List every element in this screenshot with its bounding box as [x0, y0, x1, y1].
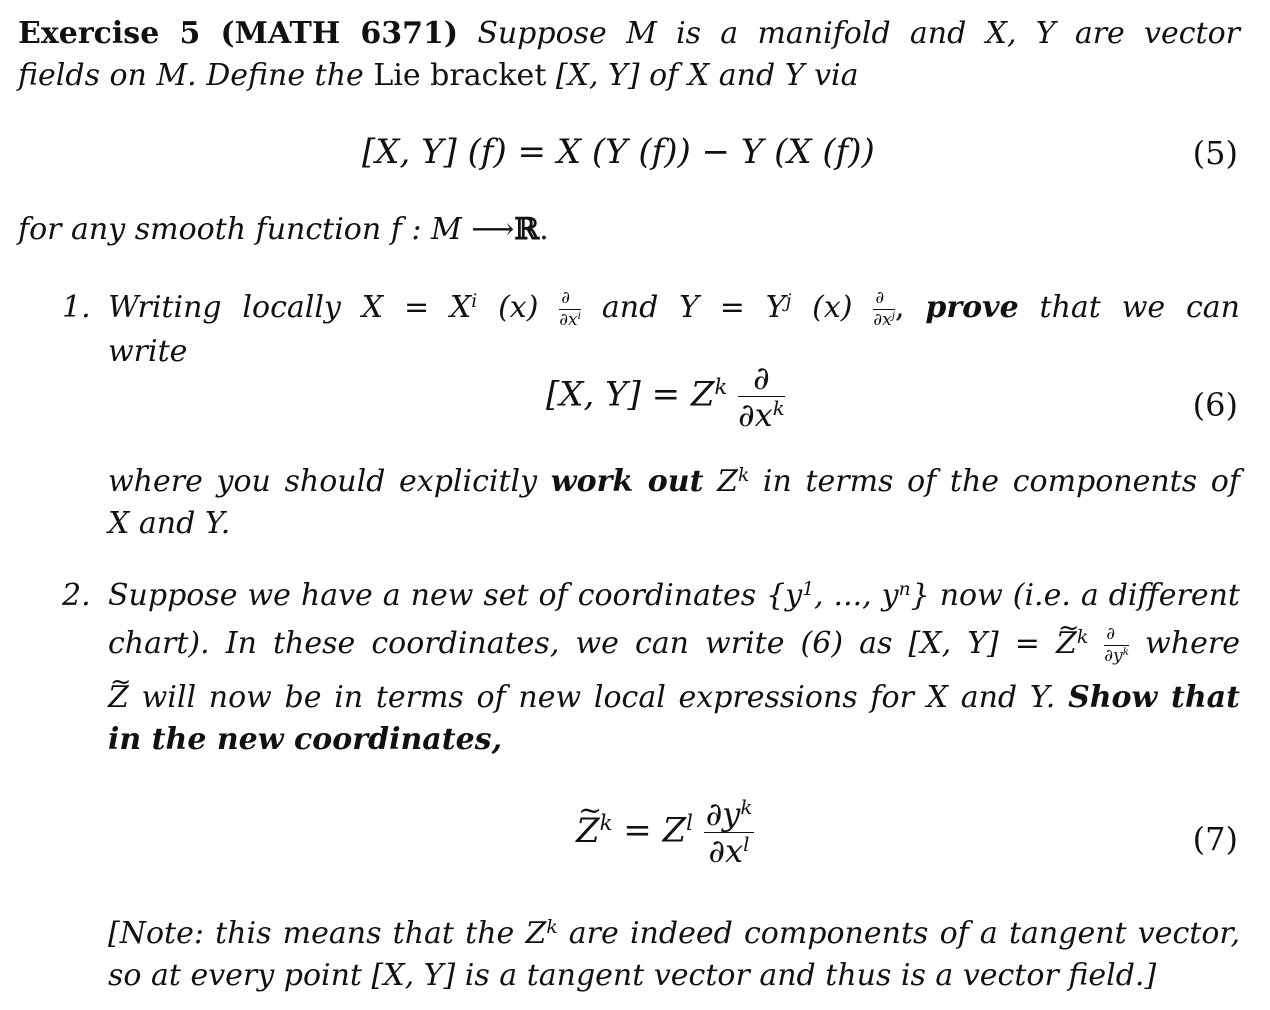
exercise-title: Exercise 5 (MATH 6371) [18, 16, 459, 51]
equation-number-5: (5) [1192, 134, 1238, 172]
intro-text: of [649, 58, 679, 93]
sup: k [772, 397, 785, 421]
math-part: (x) [498, 290, 539, 325]
math-M: M [626, 16, 657, 51]
sup: k [740, 796, 753, 820]
body-text: Suppose we have a new set of coordinates [108, 578, 757, 613]
sup: i [577, 309, 582, 322]
partial-xj [873, 287, 895, 330]
partial-yk [1104, 623, 1130, 666]
partial-yk-xl [704, 795, 755, 870]
math-part: {y [766, 578, 803, 613]
math-Zk [717, 464, 749, 499]
math-Ztilde: ~ Z [576, 811, 600, 851]
lie-bracket-term: Lie bracket [373, 58, 547, 93]
sup: n [898, 578, 911, 600]
sup: k [714, 373, 728, 399]
item-1-line-4 [108, 504, 1270, 544]
punct: , [895, 290, 905, 325]
bold-new-coords: in the new coordinates, [108, 722, 503, 757]
sup: k [1076, 626, 1089, 648]
math-reals: ℝ [514, 212, 540, 247]
sup: j [891, 309, 895, 322]
sup: k [546, 916, 558, 938]
math-part: Z [717, 464, 738, 499]
eq-rhs: = Z [623, 810, 687, 851]
math-map: f : M ⟶ [390, 212, 515, 247]
math-part: Z [525, 916, 547, 951]
math-part: , ..., y [814, 578, 899, 613]
math-part: } [910, 578, 930, 613]
partial-xi [559, 287, 582, 330]
math-part: X = X [361, 290, 472, 325]
body-text: so at every point [108, 958, 362, 993]
after-eq5-line [18, 210, 1240, 250]
intro-text: via [814, 58, 859, 93]
equation-5: [X, Y] (f) = X (Y (f)) − Y (X (f)) [362, 132, 875, 172]
body-text: where [1145, 626, 1241, 661]
frac-den: ∂x [708, 832, 744, 870]
intro-text: and [718, 58, 776, 93]
body-text: now (i.e. a different [939, 578, 1240, 613]
body-text: is a tangent vector and thus is a vector field.] [464, 958, 1157, 993]
note-line-2 [108, 956, 1270, 996]
partial-xj-wrap [873, 287, 905, 330]
item-1-line-3 [108, 462, 1240, 502]
body-text: are indeed components of a tangent vector, [568, 916, 1240, 951]
body-text: chart). In these coordinates, we can write (6) as [108, 626, 893, 661]
math-bracket: [X, Y] [371, 958, 456, 993]
math-X: X [687, 58, 710, 93]
math-X-local [362, 290, 539, 325]
math-bracket: [X, Y] [555, 58, 640, 93]
body-text: for any smooth function [18, 212, 382, 247]
math-bracket-new [909, 626, 1089, 661]
bold-prove: prove [925, 290, 1019, 325]
equation-6 [546, 359, 785, 434]
sup: k [599, 809, 613, 835]
body-text: that we can [1039, 290, 1240, 325]
equation-number-7: (7) [1192, 820, 1238, 858]
math-XY: X, Y [985, 16, 1056, 51]
intro-line-2 [18, 56, 1240, 96]
frac-num: ∂ [738, 362, 785, 397]
sup: l [686, 809, 693, 835]
body-text: and [960, 680, 1018, 715]
intro-line-1 [18, 14, 1240, 54]
partial-xk [738, 359, 785, 434]
item-2-line-2 [108, 624, 1240, 665]
math-Y: Y. [1029, 680, 1056, 715]
item-1-marker [62, 288, 102, 328]
frac-num: ∂ [873, 290, 895, 310]
sup: i [471, 290, 478, 312]
equation-number-6: (6) [1192, 386, 1238, 424]
body-text: [Note: this means that the [108, 916, 515, 951]
sup: j [785, 290, 792, 312]
math-coord-set [766, 578, 930, 613]
math-part: (x) [812, 290, 853, 325]
equation-7 [576, 795, 754, 870]
math-part: [X, Y] = [908, 626, 1040, 661]
frac-num: ∂y [705, 795, 741, 833]
intro-text: Suppose [477, 16, 607, 51]
math-Y: Y [784, 58, 805, 93]
item-2-line-4 [108, 720, 1270, 760]
math-Ztilde: ~ Z [1056, 624, 1077, 664]
item-1-line-1 [108, 288, 1240, 329]
item-2-marker [62, 576, 102, 616]
frac-den: ∂x [738, 396, 773, 434]
body-text: X and Y. [108, 506, 231, 541]
frac-num: ∂ [1104, 626, 1129, 646]
frac-den: ∂y [1104, 645, 1123, 666]
math-Zk [525, 916, 557, 951]
punct: . [539, 212, 549, 247]
list-marker: 2. [62, 578, 91, 613]
intro-text: M. Define the [156, 58, 364, 93]
math-part: Y = Y [679, 290, 786, 325]
body-text: Writing locally [108, 290, 341, 325]
bold-show-that: Show that [1068, 680, 1240, 715]
eq-lhs: [X, Y] = Z [546, 374, 715, 415]
sup: k [1122, 645, 1130, 658]
body-text: will now be in terms of new local expressions for [141, 680, 914, 715]
sup: k [737, 464, 750, 486]
math-Y-local [679, 290, 852, 325]
math-Ztilde: ~ Z [108, 678, 129, 718]
intro-text: are vector [1074, 16, 1241, 51]
sup: l [743, 833, 750, 857]
intro-text: is a manifold and [676, 16, 967, 51]
body-text: where you should explicitly [108, 464, 538, 499]
frac-num: ∂ [559, 290, 581, 310]
frac-den: ∂x [559, 309, 578, 330]
body-text: and [601, 290, 659, 325]
frac-den: ∂x [873, 309, 892, 330]
sup: 1 [802, 578, 815, 600]
math-X: X [926, 680, 948, 715]
item-2-line-3 [108, 678, 1240, 718]
body-text: in terms of the components of [762, 464, 1240, 499]
bold-work-out: work out [550, 464, 704, 499]
list-marker: 1. [62, 290, 91, 325]
body-text: write [108, 334, 188, 369]
note-line-1 [108, 914, 1240, 954]
intro-text: fields on [18, 58, 147, 93]
